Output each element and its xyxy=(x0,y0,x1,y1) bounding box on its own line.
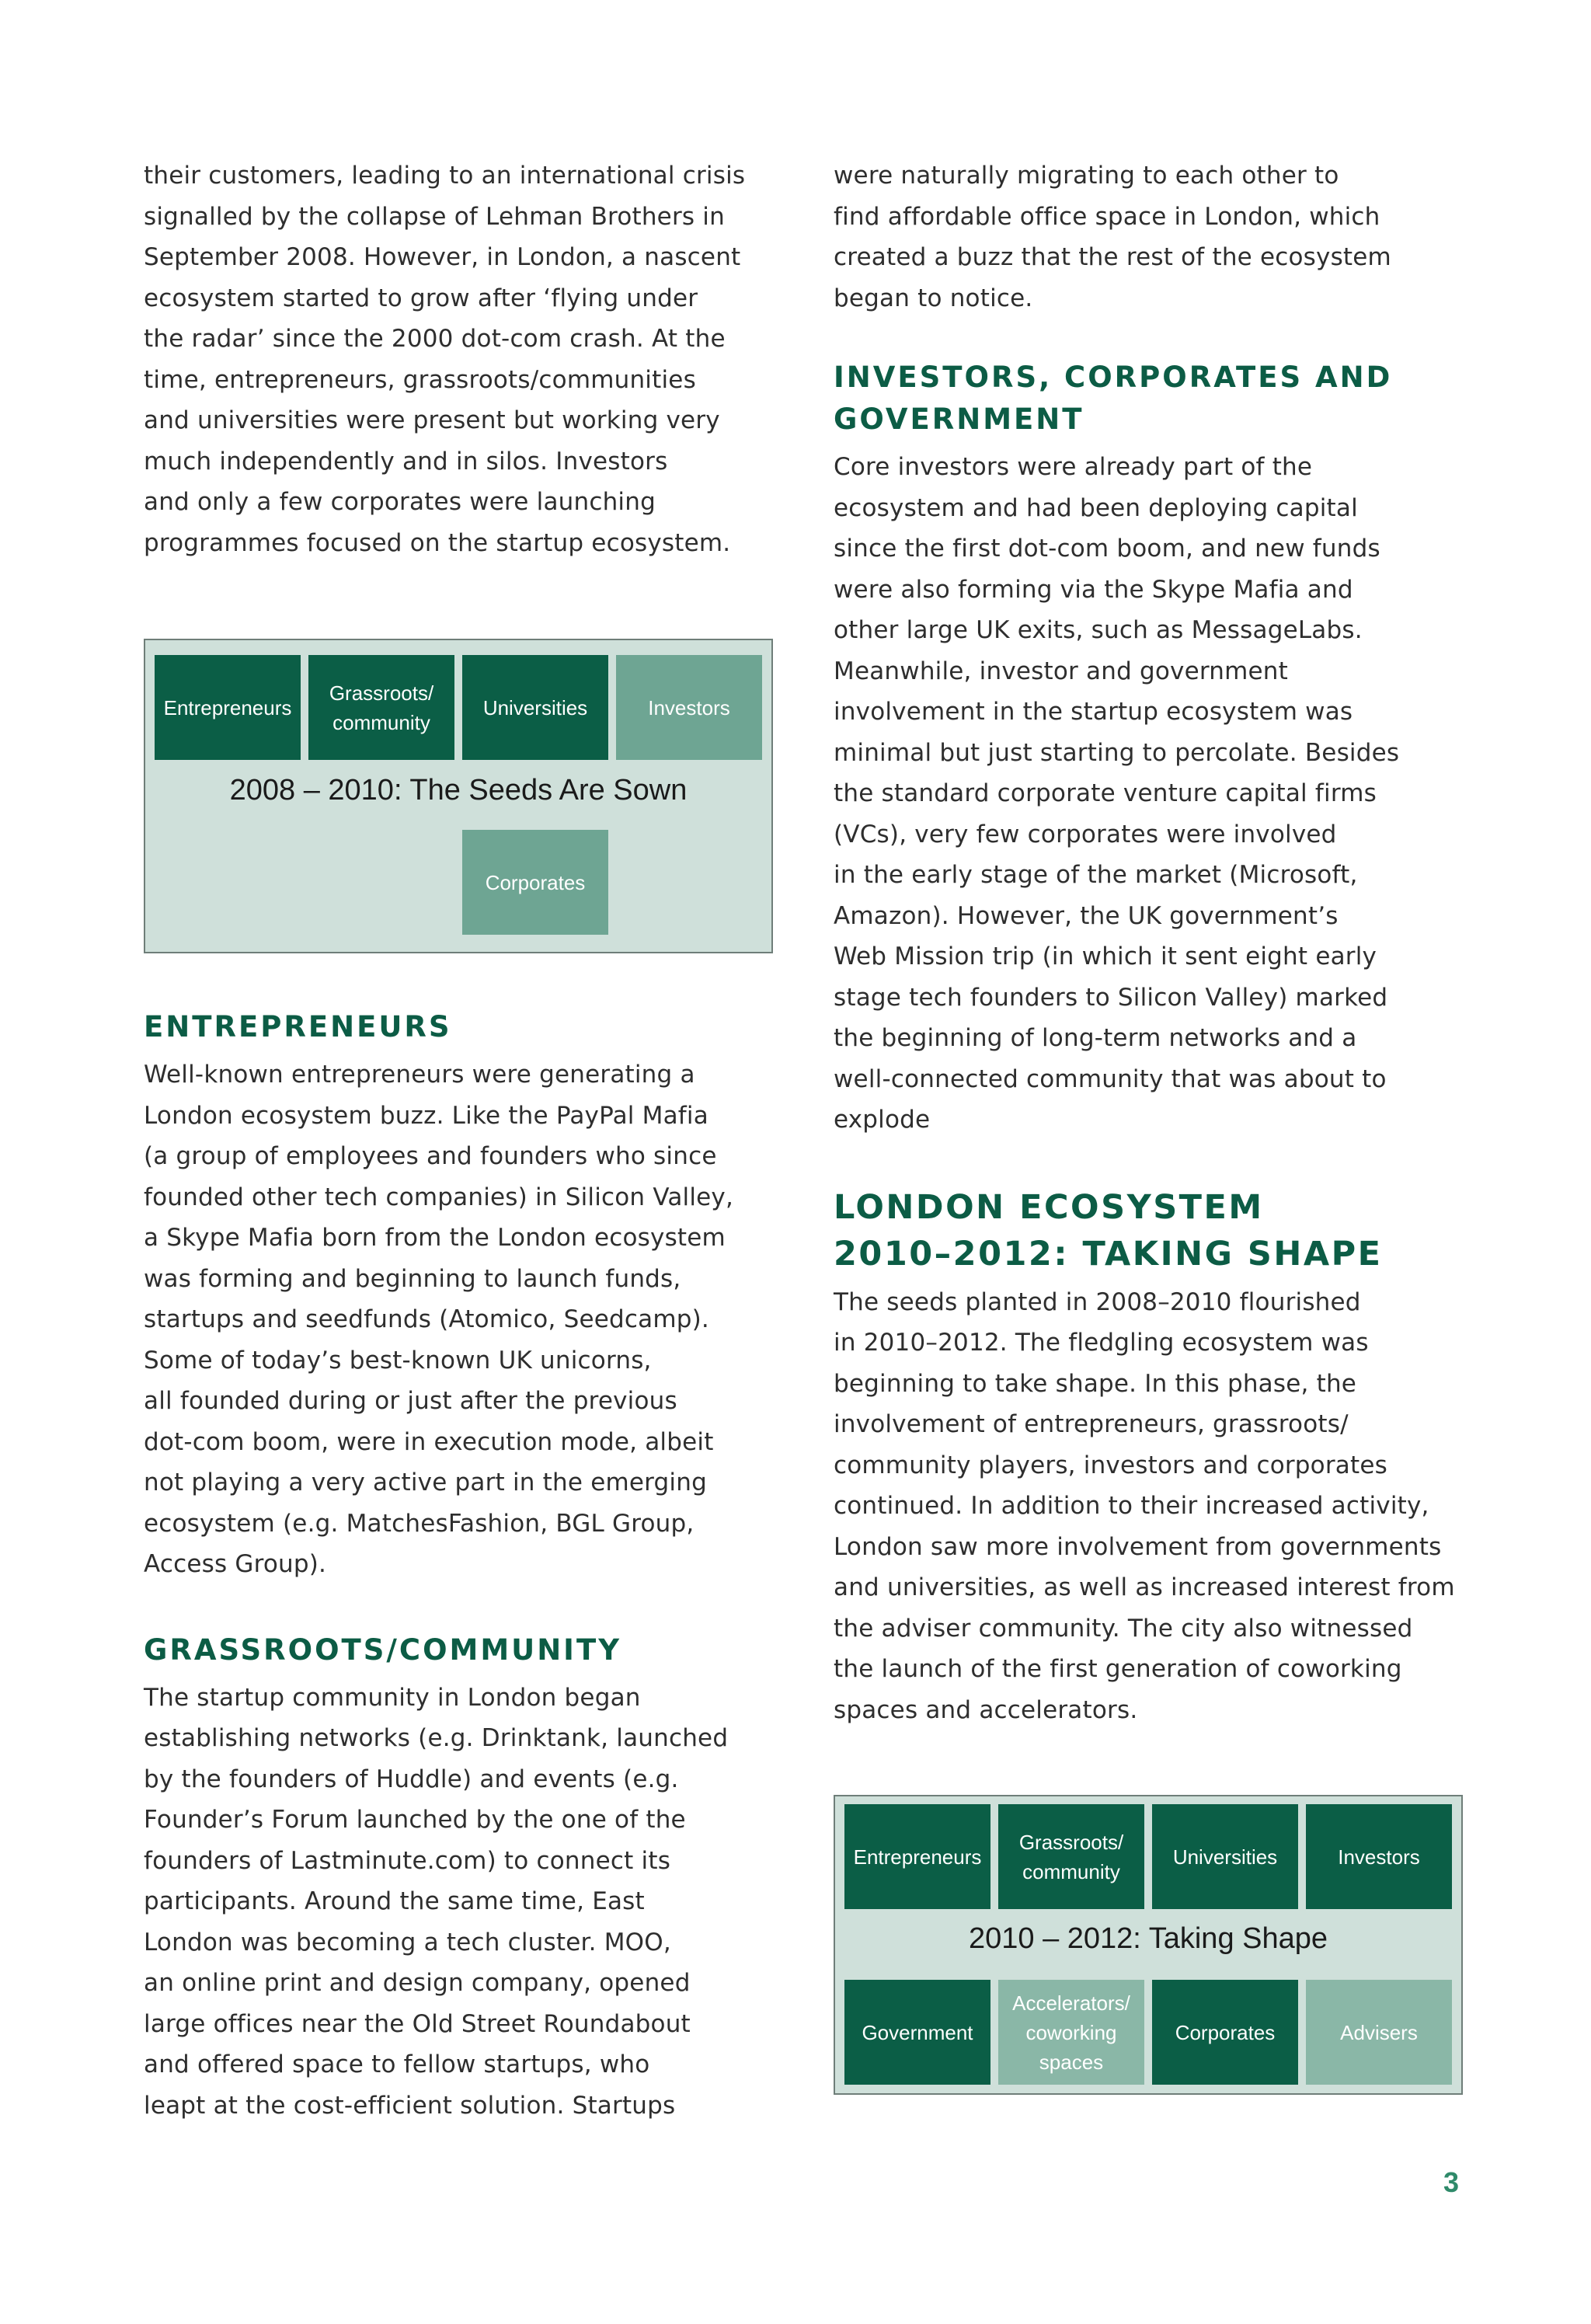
diagram2-box-advisers: Advisers xyxy=(1306,1980,1452,2085)
entrepreneurs-paragraph: Well-known entrepreneurs were generating a London ecosystem buzz. Like the PayPal Mafia (a group of employees and founders who since founded other tech companies) in Silicon Valley, a Skype Mafia born from the London ecosystem was forming and beginning to launch funds, startups and seedfunds (Atomico, Seedcamp). Some of today’s best-known UK unicorns, all founded during or just after the previous dot-com boom, were in execution mode, albeit not playing a very active part in the emerging ecosystem (e.g. MatchesFashion, BGL Group, Access Group). xyxy=(144,1061,734,1578)
diagram2-box-government: Government xyxy=(844,1980,990,2085)
investors-paragraph: Core investors were already part of the ecosystem and had been deploying capital since the first dot-com boom, and new funds were also forming via the Skype Mafia and other large UK exits, such as MessageLabs. Meanwhile, investor and government involvement in the startup ecosystem was minimal but just starting to percolate. Besides the standard corporate venture capital firms (VCs), very few corporates were involved in the early stage of the market (Microsoft, Amazon). However, the UK government’s Web Mission trip (in which it sent eight early stage tech founders to Silicon Valley) marked the beginning of long-term networks and a well-connected community that was about to explode xyxy=(834,453,1400,1134)
diagram2-box-grassroots: Grassroots/ community xyxy=(998,1804,1144,1909)
right-intro-paragraph: were naturally migrating to each other to find affordable office space in London, which created a buzz that the rest of the ecosystem began to notice. xyxy=(834,162,1391,312)
heading-investors-corporates-government: INVESTORS, CORPORATES AND GOVERNMENT xyxy=(834,361,1393,436)
diagram1-box-corporates: Corporates xyxy=(462,830,608,935)
diagram-2008-2010 xyxy=(144,639,773,953)
diagram2-box-investors: Investors xyxy=(1306,1804,1452,1909)
diagram2-box-universities: Universities xyxy=(1152,1804,1298,1909)
diagram2-box-corporates: Corporates xyxy=(1152,1980,1298,2085)
diagram1-box-grassroots: Grassroots/ community xyxy=(308,655,454,760)
diagram2-box-accelerators: Accelerators/ coworking spaces xyxy=(998,1980,1144,2085)
heading-entrepreneurs: ENTREPRENEURS xyxy=(144,1010,452,1044)
diagram1-box-universities: Universities xyxy=(462,655,608,760)
page-number: 3 xyxy=(1443,2166,1460,2198)
left-column xyxy=(144,155,779,2126)
diagram2-title: 2010 – 2012: Taking Shape xyxy=(968,1922,1328,1955)
right-column xyxy=(834,155,1469,2095)
diagram2-box-entrepreneurs: Entrepreneurs xyxy=(844,1804,990,1909)
diagram1-box-entrepreneurs: Entrepreneurs xyxy=(155,655,301,760)
london-paragraph: The seeds planted in 2008–2010 flourished in 2010–2012. The fledgling ecosystem was beginning to take shape. In this phase, the involvement of entrepreneurs, grassroots/ community players, investors and corporates continued. In addition to their increased activity, London saw more involvement from governments and universities, as well as increased interest from the adviser community. The city also witnessed the launch of the first generation of coworking spaces and accelerators. xyxy=(834,1287,1455,1724)
diagram1-title: 2008 – 2010: The Seeds Are Sown xyxy=(229,774,688,807)
intro-paragraph: their customers, leading to an international crisis signalled by the collapse of Lehman Brothers in September 2008. However, in London, a nascent ecosystem started to grow after ‘flying under the radar’ since the 2000 dot-com crash. At the time, entrepreneurs, grassroots/communities and universities were present but working very much independently and in silos. Investors and only a few corporates were launching programmes focused on the startup ecosystem. xyxy=(144,162,746,557)
heading-grassroots: GRASSROOTS/COMMUNITY xyxy=(144,1632,621,1667)
diagram-2010-2012 xyxy=(834,1795,1463,2095)
heading-london-ecosystem: LONDON ECOSYSTEM 2010–2012: TAKING SHAPE xyxy=(834,1187,1383,1273)
grassroots-paragraph: The startup community in London began establishing networks (e.g. Drinktank, launched by the founders of Huddle) and events (e.g. Founder’s Forum launched by the one of the founders of Lastminute.com) to connect its participants. Around the same time, East London was becoming a tech cluster. MOO, an online print and design company, opened large offices near the Old Street Roundabout and offered space to fellow startups, who leapt at the cost-efficient solution. Startups xyxy=(144,1683,729,2120)
diagram1-box-investors: Investors xyxy=(616,655,762,760)
